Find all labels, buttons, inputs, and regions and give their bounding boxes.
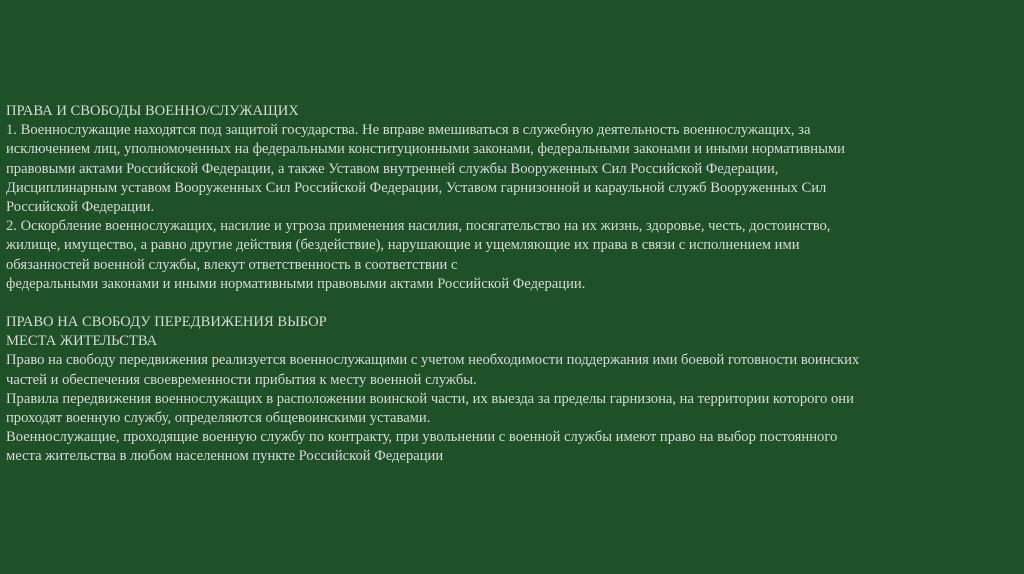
section-heading-movement-cont: МЕСТА ЖИТЕЛЬСТВА	[6, 333, 158, 350]
text-line: обязанностей военной службы, влекут ответственность в соответствии с	[6, 256, 458, 273]
text-line: исключением лиц, уполномоченных на федеральными конституционными законами, федеральными законами и иными нормативными	[6, 141, 845, 158]
text-line: Российской Федерации.	[6, 198, 155, 215]
text-line: частей и обеспечения своевременности прибытия к месту военной службы.	[6, 371, 477, 388]
text-line: 2. Оскорбление военнослужащих, насилие и угроза применения насилия, посягательство на их жизнь, здоровье, честь, достоинство,	[6, 218, 831, 235]
paragraph-gap	[6, 294, 1018, 313]
text-line: федеральными законами и иными нормативными правовыми актами Российской Федерации.	[6, 275, 586, 292]
section-heading-rights: ПРАВА И СВОБОДЫ ВОЕННО/СЛУЖАЩИХ	[6, 103, 299, 119]
slide-text	[6, 102, 1018, 467]
text-line: проходят военную службу, определяются общевоинскими уставами.	[6, 410, 431, 426]
text-line: Военнослужащие, проходящие военную службу по контракту, при увольнении с военной службы имеют право на выбор постоянного	[6, 429, 838, 446]
text-line: Дисциплинарным уставом Вооруженных Сил Российской Федерации, Уставом гарнизонной и караульной служб Вооруженных Сил	[6, 179, 827, 196]
text-line: жилище, имущество, а равно другие действия (бездействие), нарушающие и ущемляющие их права в связи с исполнением ими	[6, 237, 800, 254]
text-line: места жительства в любом населенном пункте Российской Федерации	[6, 448, 444, 465]
text-line: Право на свободу передвижения реализуется военнослужащими с учетом необходимости поддержания ими боевой готовности воинских	[6, 352, 860, 369]
section-heading-movement: ПРАВО НА СВОБОДУ ПЕРЕДВИЖЕНИЯ ВЫБОР	[6, 314, 327, 331]
text-line: 1. Военнослужащие находятся под защитой государства. Не вправе вмешиваться в служебную деятельность военнослужащих, за	[6, 122, 811, 139]
text-line: правовыми актами Российской Федерации, а также Уставом внутренней службы Вооруженных Сил Российской Федерации,	[6, 160, 779, 177]
text-line: Правила передвижения военнослужащих в расположении воинской части, их выезда за пределы гарнизона, на территории которого они	[6, 390, 854, 407]
